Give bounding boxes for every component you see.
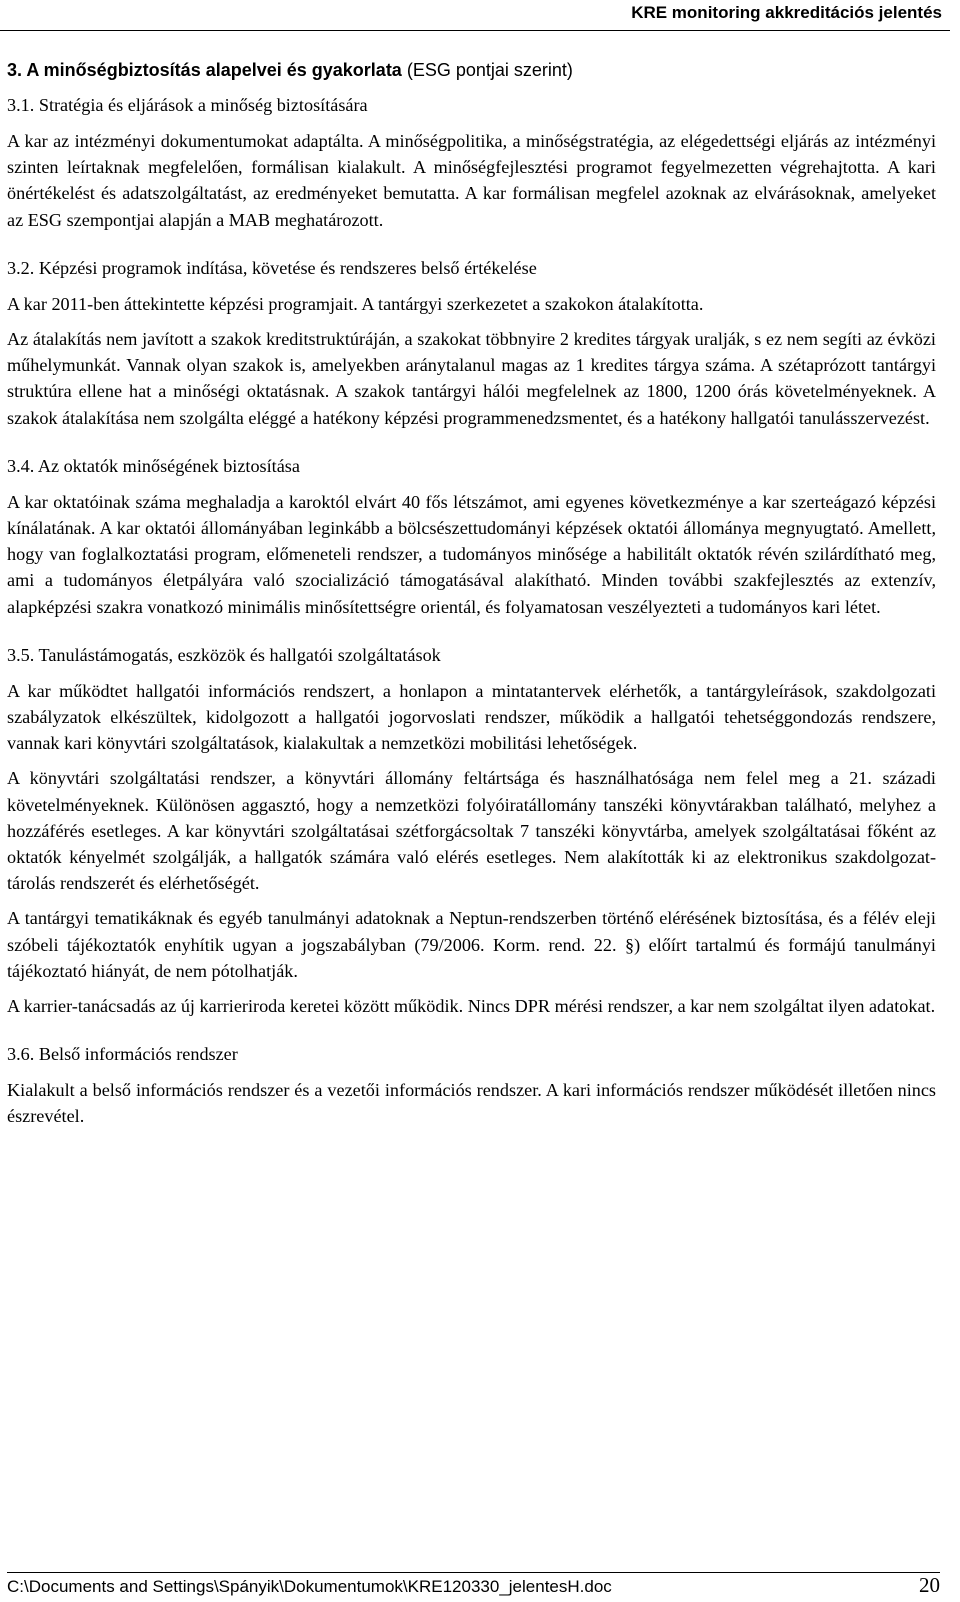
section-3-4-paragraph-1: A kar oktatóinak száma meghaladja a karoktól elvárt 40 fős létszámot, ami egyenes következménye a kar szerteágazó képzési kínálatának. A kar oktatói állományában leginkább a bölcsészettudományi képzések oktatói állománya megnyugtató. Amellett, hogy van foglalkoztatási program, előmeneteli rendszer, a tudományos minősége a habilitált oktatók révén szilárdítható meg, ami a tudományos életpályára való szocializáció támogatásával alakítható. Minden további szakfejlesztés az extenzív, alapképzési szakra vonatkozó minimális minősítettségre orientál, és folyamatosan veszélyezteti a tudományos kari létet. <box>7 491 936 617</box>
section-3-1-paragraph-1: A kar az intézményi dokumentumokat adaptálta. A minőségpolitika, a minőségstratégia, az elégedettségi eljárás az intézményi szinten leírtaknak megfelelően, formálisan kialakult. A minőségfejlesztési programot fegyelmezetten végrehajtotta. A kari önértékelést és adatszolgáltatást, az eredményeket bemutatta. A kar formálisan megfelel azoknak az elvárásoknak, amelyeket az ESG szempontjai alapján a MAB meghatározott. <box>7 131 936 230</box>
section-3-heading-bold: 3. A minőségbiztosítás alapelvei és gyakorlata <box>7 60 402 80</box>
footer-page-number: 20 <box>919 1573 940 1597</box>
section-3-5-heading: 3.5. Tanulástámogatás, eszközök és hallgatói szolgáltatások <box>7 644 441 665</box>
section-3-heading <box>7 57 936 83</box>
section-3-5-paragraph-3: A tantárgyi tematikáknak és egyéb tanulmányi adatoknak a Neptun-rendszerben történő elérésének biztosítása, és a félév eleji szóbeli tájékoztatók enyhítik ugyan a jogszabályban (79/2006. Korm. rend. 22. §) előírt tartalmú és formájú tanulmányi tájékoztató hiányát, de nem pótolhatják. <box>7 908 936 981</box>
section-3-5-paragraph-1: A kar működtet hallgatói információs rendszert, a honlapon a mintatantervek elérhetők, a tantárgyleírások, szakdolgozati szabályzatok elkészültek, kidolgozott a hallgatói jogorvoslati rendszer, működik a hallgatói tehetséggondozás rendszere, vannak kari könyvtári szolgáltatások, kialakultak a nemzetközi mobilitási lehetőségek. <box>7 680 936 754</box>
footer-file-path: C:\Documents and Settings\Spányik\Dokumentumok\KRE120330_jelentesH.doc <box>7 1577 612 1596</box>
section-3-heading-rest: (ESG pontjai szerint) <box>401 60 573 80</box>
section-3-2-heading: 3.2. Képzési programok indítása, követése és rendszeres belső értékelése <box>7 257 537 278</box>
page-header <box>0 0 950 31</box>
section-3-1-heading: 3.1. Stratégia és eljárások a minőség biztosítására <box>7 95 368 115</box>
document-body <box>7 57 936 1139</box>
section-3-5-paragraph-2: A könyvtári szolgáltatási rendszer, a könyvtári állomány feltártsága és használhatósága nem felel meg a 21. századi követelményeknek. Különösen aggasztó, hogy a nemzetközi folyóiratállomány tanszéki könyvtárakban található, melyhez a hozzáférés esetleges. A kar könyvtári szolgáltatásai szétforgácsoltak 7 tanszéki könyvtárba, amelyek szolgáltatásai főként az oktatók kényelmét szolgálják, a hallgatók számára való elérés esetleges. Nem alakították ki az elektronikus szakdolgozat-tárolás rendszerét és elérhetőségét. <box>7 768 936 894</box>
page-footer <box>7 1572 940 1602</box>
section-3-2-paragraph-1: A kar 2011-ben áttekintette képzési programjait. A tantárgyi szerkezetet a szakokon átalakította. <box>7 293 704 314</box>
section-3-2-paragraph-2: Az átalakítás nem javított a szakok kreditstruktúráján, a szakokat többnyire 2 kredites tárgyak uralják, s ez nem segíti az évközi műhelymunkát. Vannak olyan szakok is, amelyekben aránytalanul magas az 1 kredites tárgya száma. A szétaprózott tantárgyi struktúra ellene hat a minőségi oktatásnak. A szakok tantárgyi hálói megfelelnek az 1800, 1200 órás követelményeknek. A szakok átalakítása nem szolgálta eléggé a hatékony képzési programmenedzsmentet, és a hatékony hallgatói tanulásszervezést. <box>7 329 936 428</box>
section-3-4-heading: 3.4. Az oktatók minőségének biztosítása <box>7 455 300 476</box>
section-3-5-paragraph-4: A karrier-tanácsadás az új karrieriroda keretei között működik. Nincs DPR mérési rendszer, a kar nem szolgáltat ilyen adatokat. <box>7 996 936 1017</box>
header-title: KRE monitoring akkreditációs jelentés <box>631 3 942 22</box>
section-3-6-heading: 3.6. Belső információs rendszer <box>7 1044 238 1065</box>
section-3-6-paragraph-1: Kialakult a belső információs rendszer és a vezetői információs rendszer. A kari információs rendszer működését illetően nincs észrevétel. <box>7 1080 936 1127</box>
